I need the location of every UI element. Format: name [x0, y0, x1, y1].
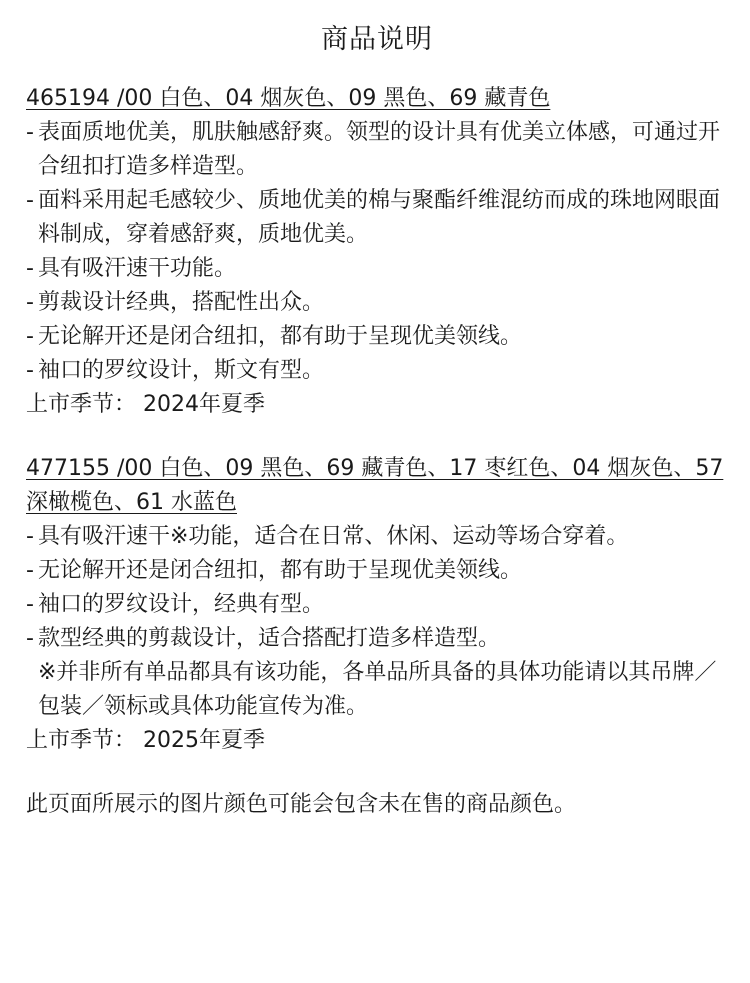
function-disclaimer-note: ※并非所有单品都具有该功能，各单品所具备的具体功能请以其吊牌／包装／领标或具体功能宣传为准。 — [38, 660, 717, 719]
color-availability-footnote: 此页面所展示的图片颜色可能会包含未在售的商品颜色。 — [26, 792, 577, 817]
release-season: 上市季节： 2024年夏季 — [26, 392, 265, 417]
model-colors-line: 477155 /00 白色、09 黑色、69 藏青色、17 枣红色、04 烟灰色、57 深橄榄色、61 水蓝色 — [26, 456, 724, 515]
feature-item: - 款型经典的剪裁设计，适合搭配打造多样造型。 — [26, 622, 728, 656]
product-section-1 — [26, 82, 728, 422]
feature-list — [26, 520, 728, 656]
feature-item: - 袖口的罗纹设计，经典有型。 — [26, 588, 728, 622]
feature-item: - 无论解开还是闭合纽扣，都有助于呈现优美领线。 — [26, 554, 728, 588]
feature-item: - 剪裁设计经典，搭配性出众。 — [26, 286, 728, 320]
feature-item: - 袖口的罗纹设计，斯文有型。 — [26, 354, 728, 388]
page-title: 商品说明 — [321, 24, 433, 55]
feature-item: - 具有吸汗速干功能。 — [26, 252, 728, 286]
model-colors-line: 465194 /00 白色、04 烟灰色、09 黑色、69 藏青色 — [26, 86, 551, 111]
feature-item: - 具有吸汗速干※功能，适合在日常、休闲、运动等场合穿着。 — [26, 520, 728, 554]
product-section-2 — [26, 452, 728, 758]
feature-list — [26, 116, 728, 388]
feature-item: - 面料采用起毛感较少、质地优美的棉与聚酯纤维混纺而成的珠地网眼面料制成，穿着感舒爽，质地优美。 — [26, 184, 728, 252]
release-season: 上市季节： 2025年夏季 — [26, 728, 265, 753]
feature-item: - 无论解开还是闭合纽扣，都有助于呈现优美领线。 — [26, 320, 728, 354]
feature-item: - 表面质地优美，肌肤触感舒爽。领型的设计具有优美立体感，可通过开合纽扣打造多样造型。 — [26, 116, 728, 184]
